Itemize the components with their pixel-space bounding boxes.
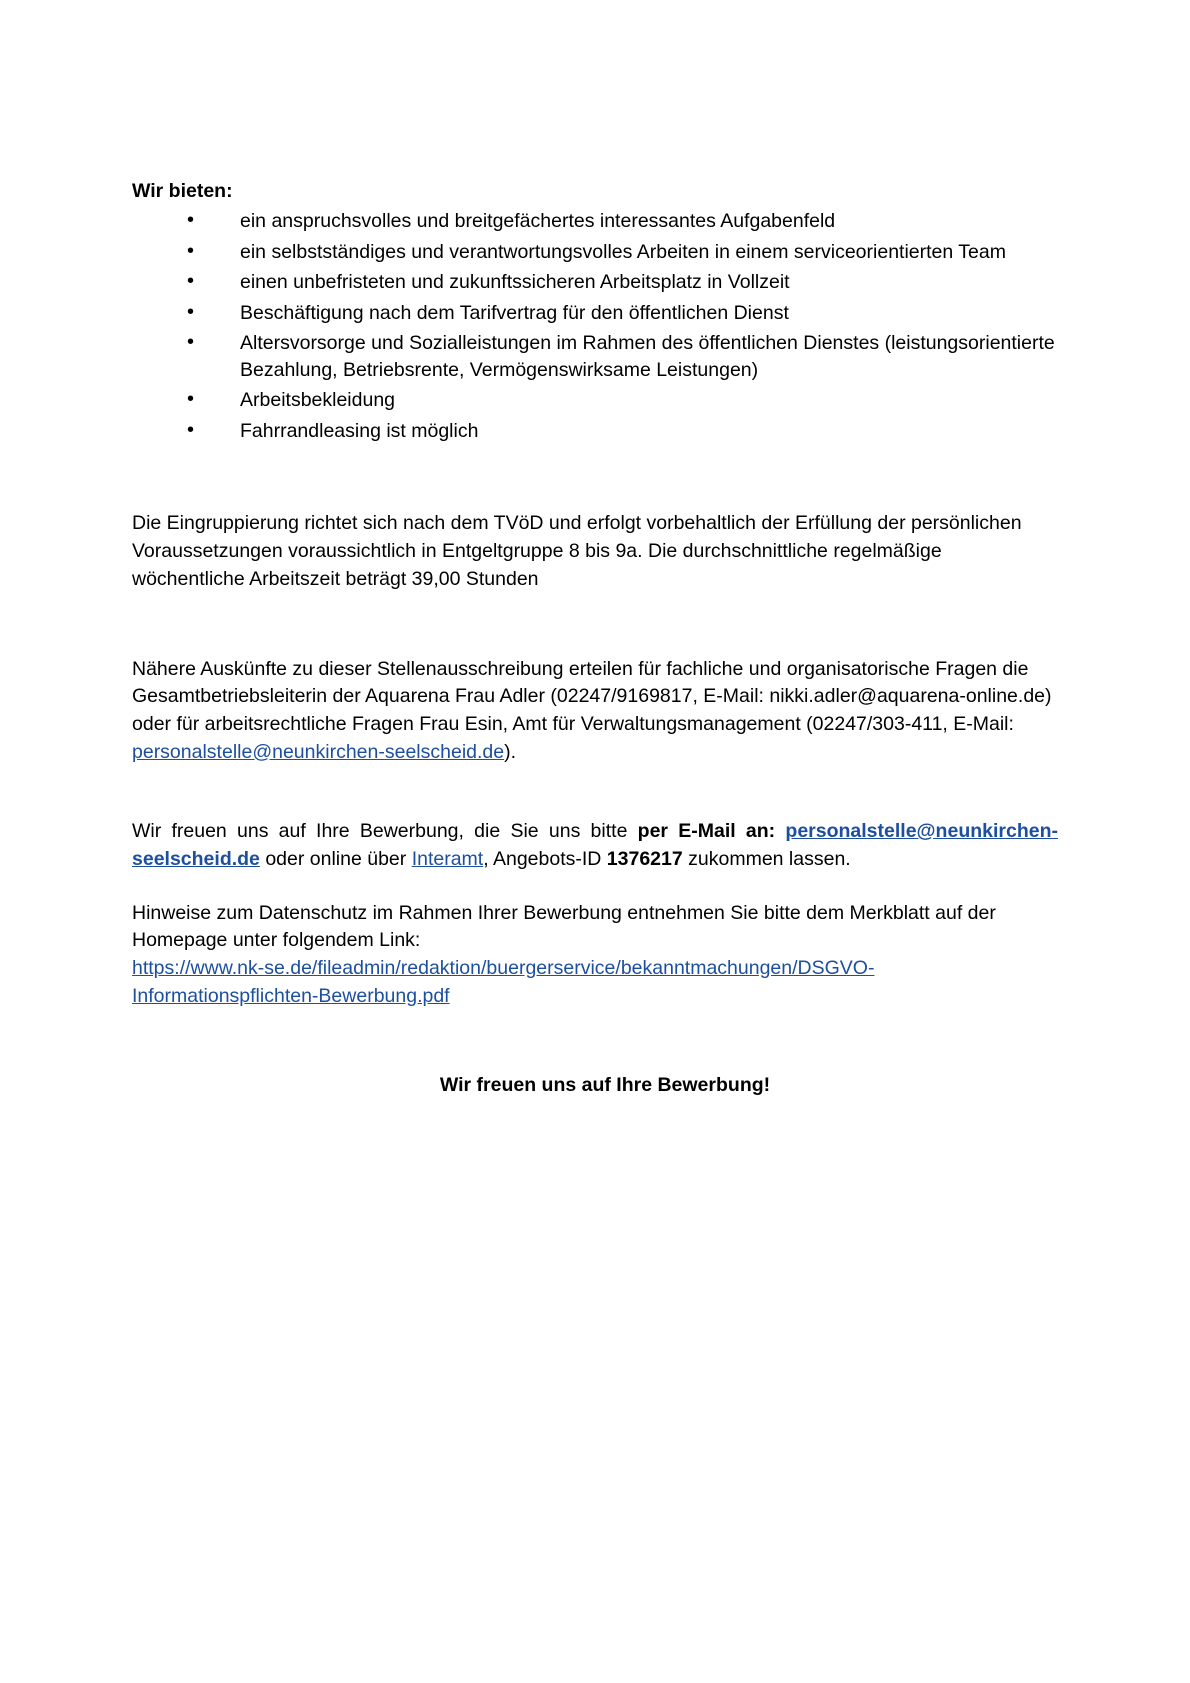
application-text-1: Wir freuen uns auf Ihre Bewerbung, die Sie uns bitte [132,820,638,843]
application-paragraph [132,818,1058,873]
privacy-url-link-line1[interactable]: https://www.nk-se.de/fileadmin/redaktion/buergerservice/bekanntmachungen/DSGVO- [132,957,875,979]
offers-heading: Wir bieten: [132,180,233,202]
list-item: • Beschäftigung nach dem Tarifvertrag für den öffentlichen Dienst [132,300,1058,327]
offer-id: 1376217 [606,847,683,870]
application-text-4: zukommen lassen. [682,847,851,870]
closing-line: Wir freuen uns auf Ihre Bewerbung! [439,1074,771,1097]
contact-paragraph [132,656,1058,767]
privacy-text: Hinweise zum Datenschutz im Rahmen Ihrer Bewerbung entnehmen Sie bitte dem Merkblatt auf der Homepage unter folgendem Link: [132,901,996,952]
spacer [132,594,1058,656]
list-item: • Arbeitsbekleidung [132,387,1058,414]
pay-paragraph: Die Eingruppierung richtet sich nach dem TVöD und erfolgt vorbehaltlich der Erfüllung der persönlichen Voraussetzungen voraussichtlich in Entgeltgruppe 8 bis 9a. Die durchschnittliche regelmäßige wöchentliche Arbeitszeit beträgt 39,00 Stunden [132,512,1022,590]
spacer [132,448,1058,510]
interamt-link[interactable]: Interamt [411,847,484,870]
list-item: • ein selbstständiges und verantwortungsvolles Arbeiten in einem serviceorientierten Team [132,239,1058,266]
contact-text-before: Nähere Auskünfte zu dieser Stellenausschreibung erteilen für fachliche und organisatorische Fragen die Gesamtbetriebsleiterin der Aquarena Frau Adler (02247/9169817, E-Mail: nikki.adler@aquarena-online.de) oder für arbeitsrechtliche Fragen Frau Esin, Amt für Verwaltungsmanagement (02247/303-411, E-Mail: [132,657,1052,735]
document-content [132,178,1058,1099]
personalstelle-email-link[interactable]: personalstelle@neunkirchen-seelscheid.de [132,740,505,763]
offers-list [132,208,1058,444]
list-item: • Altersvorsorge und Sozialleistungen im Rahmen des öffentlichen Dienstes (leistungsorientierte Bezahlung, Betriebsrente, Vermögenswirksame Leistungen) [132,330,1058,383]
spacer [132,1010,1058,1072]
application-text-2: oder online über [259,847,412,870]
privacy-paragraph [132,900,1058,1011]
list-item: • ein anspruchsvolles und breitgefächertes interessantes Aufgabenfeld [132,208,1058,235]
spacer [132,874,1058,900]
application-email-label: per E-Mail an: [637,820,786,843]
list-item: • einen unbefristeten und zukunftssicheren Arbeitsplatz in Vollzeit [132,269,1058,296]
application-text-3: , Angebots-ID [483,847,607,870]
application-email-link[interactable]: personalstelle@neunkirchen-seelscheid.de [132,820,1058,870]
contact-text-after: ). [504,740,517,763]
privacy-url-link-line2[interactable]: Informationspflichten-Bewerbung.pdf [132,984,450,1007]
spacer [132,766,1058,818]
list-item: • Fahrrandleasing ist möglich [132,418,1058,445]
